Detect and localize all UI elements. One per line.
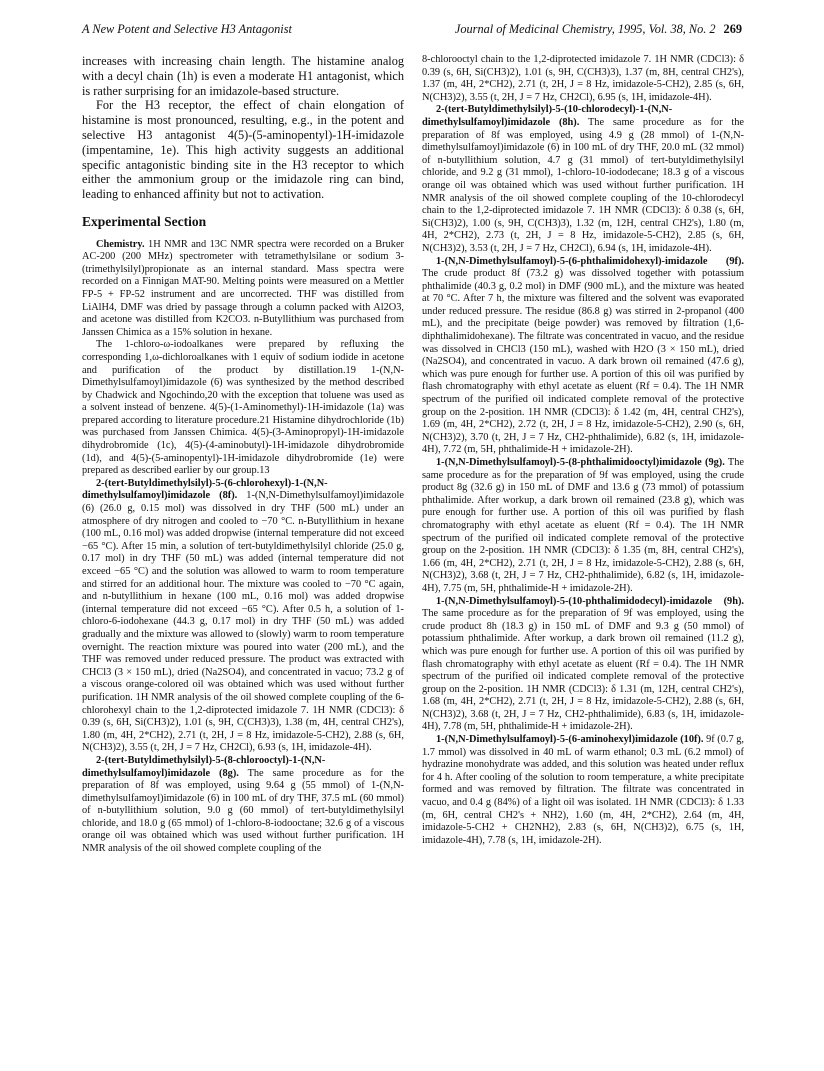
compound-9g-text: The same procedure as for the preparation of 9f was employed, using the crude product 8g (32.6 g) in 150 mL of DMF and 13.6 g (73 mmol) of potassium phthalimide. After workup, a dark brown oil remained (23.8 g), which was pure enough for further use. A portion of this oil was purified by flash chromatography with ethyl acetate as eluent (Rf = 0.4). The 1H NMR spectrum of the purified oil indicated complete removal of the protective group on the 2-position. 1H NMR (CDCl3): δ 1.35 (m, 8H, central CH2's), 1.66 (m, 4H, 2*CH2), 2.71 (t, 2H, J = 8 Hz, imidazole-5-CH2), 2.88 (s, 6H, N(CH3)2), 3.68 (t, 2H, J = 7 Hz, CH2-phthalimide), 6.82 (s, 1H, imidazole-4H), 7.75 (m, 5H, phthalimide-H + imidazole-2H). xyxy=(422,457,744,594)
compound-8f-paragraph xyxy=(82,478,404,755)
compound-10f-paragraph xyxy=(422,734,744,847)
journal-citation xyxy=(455,22,742,37)
compound-8g-heading: 2-(tert-Butyldimethylsilyl)-5-(8-chlorooctyl)-1-(N,N-dimethylsulfamoyl)imidazole (8g). xyxy=(82,754,326,779)
chemistry-paragraph xyxy=(82,239,404,340)
reagents-paragraph: The 1-chloro-ω-iodoalkanes were prepared by refluxing the corresponding 1,ω-dichloroalkanes with 1 equiv of sodium iodide in acetone and purification of the product by distillation.19 1-(N,N-Dimethylsulfamoyl)imidazole (6) was synthesized by the method described by Chadwick and Ngochindo,20 with the exception that toluene was used as a solvent instead of benzene. 4(5)-(1-Aminomethyl)-1H-imidazole (1a) was prepared according to literature procedure.21 Histamine dihydrochloride (1b) was purchased from Janssen Chimica. 4(5)-(3-Aminopropyl)-1H-imidazole dihydrobromide (1c), 4(5)-(4-aminobutyl)-1H-imidazole dihydrobromide (1d), and 4(5)-(5-aminopentyl)-1H-imidazole dihydrobromide (1e) were prepared as described earlier by our group.13 xyxy=(82,339,404,477)
intro-paragraph-1: increases with increasing chain length. The histamine analog with a decyl chain (1h) is even a moderate H1 antagonist, which is rather surprising for an imidazole-based structure. xyxy=(82,54,404,98)
compound-9f-text: The crude product 8f (73.2 g) was dissolved together with potassium phthalimide (40.3 g, 0.2 mol) in DMF (900 mL), and the mixture was heated at 70 °C. After 7 h, the mixture was filtered and the solvent was evaporated under reduced pressure. The residue (86.8 g) was stirred in 2-propanol (400 mL), and the precipitate (beige powder) was removed by filtration (1,6-diphthalimidohexane). The filtrate was concentrated in vacuo, and the residue was dissolved in CHCl3 (150 mL), washed with H2O (3 × 150 mL), dried (Na2SO4), and concentrated in vacuo. A dark brown oil remained (47.6 g), which was pure enough for further use. A portion of this oil was purified by flash chromatography with ethyl acetate as eluent (Rf = 0.4). The 1H NMR spectrum of the purified oil indicated complete removal of the protective group on the 2-position. 1H NMR (CDCl3): δ 1.42 (m, 4H, central CH2's), 1.69 (m, 4H, 2*CH2), 2.72 (t, 2H, J = 8 Hz, imidazole-5-CH2), 2.90 (s, 6H, N(CH3)2), 3.70 (t, 2H, J = 7 Hz, CH2-phthalimide), 6.82 (s, 1H, imidazole-4H), 7.72 (m, 5H, phthalimide-H + imidazole-2H). xyxy=(422,268,744,456)
running-header xyxy=(82,22,742,44)
compound-9h-text: The same procedure as for the preparation of 9f was employed, using the crude product 8h (18.3 g) in 150 mL of DMF and 9.3 g (50 mmol) of potassium phthalimide. After workup, a dark brown oil remained (11.2 g), which was pure enough for further use. A portion of this oil was purified by flash chromatography with ethyl acetate as eluent (Rf = 0.4). The 1H NMR spectrum of the purified oil indicated complete removal of the protective group on the 2-position. 1H NMR (CDCl3): δ 1.31 (m, 12H, central CH2's), 1.68 (m, 4H, 2*CH2), 2.71 (t, 2H, J = 8 Hz, imidazole-5-CH2), 2.88 (s, 6H, N(CH3)2), 3.68 (t, 2H, J = 7 Hz, CH2-phthalimide), 6.83 (s, 1H, imidazole-4H), 7.78 (m, 5H, phthalimide-H + imidazole-2H). xyxy=(422,608,744,733)
compound-8g-text: The same procedure as for the preparation of 8f was employed, using 9.64 g (55 mmol) of 1-(N,N-dimethylsulfamoyl)imidazole (6) in 100 mL of dry THF, 37.5 mL (60 mmol) of n-butyllithium solution, 9.0 g (60 mmol) of tert-butyldimethylsilyl chloride, and 18.0 g (65 mmol) of 1-chloro-8-iodooctane; 32.6 g of a viscous orange oil was obtained which was used without further purification. 1H NMR analysis of the oil showed complete coupling of the xyxy=(82,767,404,855)
compound-9h-heading: 1-(N,N-Dimethylsulfamoyl)-5-(10-phthalimidodecyl)-imidazole (9h). xyxy=(436,595,744,607)
continuation-paragraph: 8-chlorooctyl chain to the 1,2-diprotected imidazole 7. 1H NMR (CDCl3): δ 0.39 (s, 6H, Si(CH3)2), 1.01 (s, 9H, C(CH3)3), 1.37 (m, 8H, central CH2's), 1.37 (m, 4H, 2*CH2), 2.71 (t, 2H, J = 8 Hz, imidazole-5-CH2), 2.85 (s, 6H, N(CH3)2), 3.55 (t, 2H, J = 7 Hz, CH2Cl), 6.95 (s, 1H, imidazole-4H). xyxy=(422,54,744,103)
page-number: 269 xyxy=(723,22,742,36)
compound-9h-paragraph xyxy=(422,596,744,735)
compound-8f-text: 1-(N,N-Dimethylsulfamoyl)imidazole (6) (26.0 g, 0.15 mol) was dissolved in dry THF (500 mL) under an atmosphere of dry nitrogen and cooled to −70 °C. n-Butyllithium in hexane (100 mL, 0.16 mol) was added dropwise (internal temperature did not exceed −65 °C). After 15 min, a solution of tert-butyldimethylsilyl chloride (25.0 g, 0.17 mol) in dry THF (50 mL) was added (internal temperature did not exceed −65 °C) and the solution was allowed to warm to room temperature and stirred for an additional hour. The mixture was cooled to −70 °C again, and n-butyllithium in hexane (100 mL, 0.16 mol) was added dropwise (internal temperature did not exceed −65 °C). After 0.5 h, a solution of 1-chloro-6-iodohexane (44.3 g, 0.17 mol) in dry THF (50 mL) was added gradually and the mixture was allowed to (slowly) warm to room temperature overnight. The reaction mixture was poured into water (200 mL), and the THF was removed under reduced pressure. The product was extracted with CHCl3 (3 × 150 mL), dried (Na2SO4), and concentrated in vacuo; 73.2 g of a viscous orange-colored oil was obtained which was used without further purification. 1H NMR analysis of the oil showed complete coupling of the 6-chlorohexyl chain to the 1,2-diprotected imidazole 7. 1H NMR (CDCl3): δ 0.39 (s, 6H, Si(CH3)2), 1.01 (s, 9H, C(CH3)3), 1.38 (m, 4H, central CH2's), 1.80 (m, 4H, 2*CH2), 2.71 (t, 2H, J = 8 Hz, imidazole-5-CH2), 2.88 (s, 6H, N(CH3)2), 3.55 (t, 2H, J = 7 Hz, CH2Cl), 6.93 (s, 1H, imidazole-4H). xyxy=(82,490,404,754)
compound-8h-paragraph xyxy=(422,104,744,255)
compound-9g-paragraph xyxy=(422,457,744,596)
intro-text xyxy=(82,54,404,202)
compound-8h-heading: 2-(tert-Butyldimethylsilyl)-5-(10-chlorodecyl)-1-(N,N-dimethylsulfamoyl)imidazole (8h). xyxy=(422,104,673,128)
chemistry-text: 1H NMR and 13C NMR spectra were recorded on a Bruker AC-200 (200 MHz) spectrometer with tetramethylsilane or sodium 3-(trimethylsilyl)propionate as an internal standard. Mass spectra were recorded on a Finnigan MAT-90. Melting points were measured on a Mettler FP-5 + FP-52 instrument and are uncorrected. THF was distilled from LiAlH4, DMF was dried by passage through a column packed with Al2O3, and acetone was distilled from K2CO3. n-Butyllithium was purchased from Janssen Chimica as a 15% solution in hexane. xyxy=(82,238,404,338)
compound-8f-heading: 2-(tert-Butyldimethylsilyl)-5-(6-chlorohexyl)-1-(N,N-dimethylsulfamoyl)imidazole (8f). xyxy=(82,477,328,502)
compound-9f-paragraph xyxy=(422,256,744,458)
chemistry-heading: Chemistry. xyxy=(96,238,145,250)
right-column xyxy=(422,54,744,847)
compound-8h-text: The same procedure as for the preparation of 8f was employed, using 4.9 g (28 mmol) of 1-(N,N-dimethylsulfamoyl)imidazole (6) in 100 mL of dry THF, 20.0 mL (32 mmol) of n-butyllithium solution, 4.7 g (31 mmol) of tert-butyldimethylsilyl chloride, and 9.2 g (31 mmol), 1-chloro-10-iododecane; 18.3 g of a viscous orange oil was obtained which was used without further purification. 1H NMR analysis of the oil showed complete coupling of the 10-chlorodecyl chain to the 1,2-diprotected imidazole 7. 1H NMR (CDCl3): δ 0.38 (s, 6H, Si(CH3)2), 1.00 (s, 9H, C(CH3)3), 1.32 (m, 12H, central CH2's), 1.80 (m, 4H, 2*CH2), 2.73 (t, 2H, J = 8 Hz, imidazole-5-CH2), 2.85 (s, 6H, N(CH3)2), 3.53 (t, 2H, J = 7 Hz, CH2Cl), 6.94 (s, 1H, imidazole-4H). xyxy=(422,116,744,254)
intro-paragraph-2: For the H3 receptor, the effect of chain elongation of histamine is most pronounced, resulting, e.g., in the potent and selective H3 antagonist 4(5)-(5-aminopentyl)-1H-imidazole (impentamine, 1e). This high activity suggests an additional specific antagonistic binding site in the H3 receptor to which either the ammonium group or the imidazole ring can bind, leading to enhanced affinity but not to activation. xyxy=(82,98,404,202)
compound-9g-heading: 1-(N,N-Dimethylsulfamoyl)-5-(8-phthalimidooctyl)imidazole (9g). xyxy=(436,457,725,468)
section-title: Experimental Section xyxy=(82,213,207,229)
compound-10f-text: 9f (0.7 g, 1.7 mmol) was dissolved in 40 mL of warm ethanol; 0.3 mL (6.2 mmol) of hydrazine monohydrate was added, and this solution was heated under reflux for 4 h. After cooling of the solution to room temperature, a white precipitate formed and was removed by filtration. The filtrate was concentrated in vacuo, and 0.4 g (84%) of a light oil was isolated. 1H NMR (CDCl3): δ 1.33 (m, 6H, central CH2's + NH2), 1.60 (m, 4H, 2*CH2), 2.64 (m, 4H, imidazole-5-CH2 + CH2NH2), 2.83 (s, 6H, N(CH3)2), 6.75 (s, 1H, imidazole-4H), 7.78 (s, 1H, imidazole-2H). xyxy=(422,734,744,846)
compound-9f-heading: 1-(N,N-Dimethylsulfamoyl)-5-(6-phthalimidohexyl)-imidazole (9f). xyxy=(436,255,744,267)
compound-10f-heading: 1-(N,N-Dimethylsulfamoyl)-5-(6-aminohexyl)imidazole (10f). xyxy=(436,734,704,746)
running-title: A New Potent and Selective H3 Antagonist xyxy=(82,22,292,36)
citation-text: Journal of Medicinal Chemistry, 1995, Vol. 38, No. 2 xyxy=(454,22,716,36)
left-column xyxy=(82,54,404,856)
compound-8g-paragraph xyxy=(82,755,404,856)
